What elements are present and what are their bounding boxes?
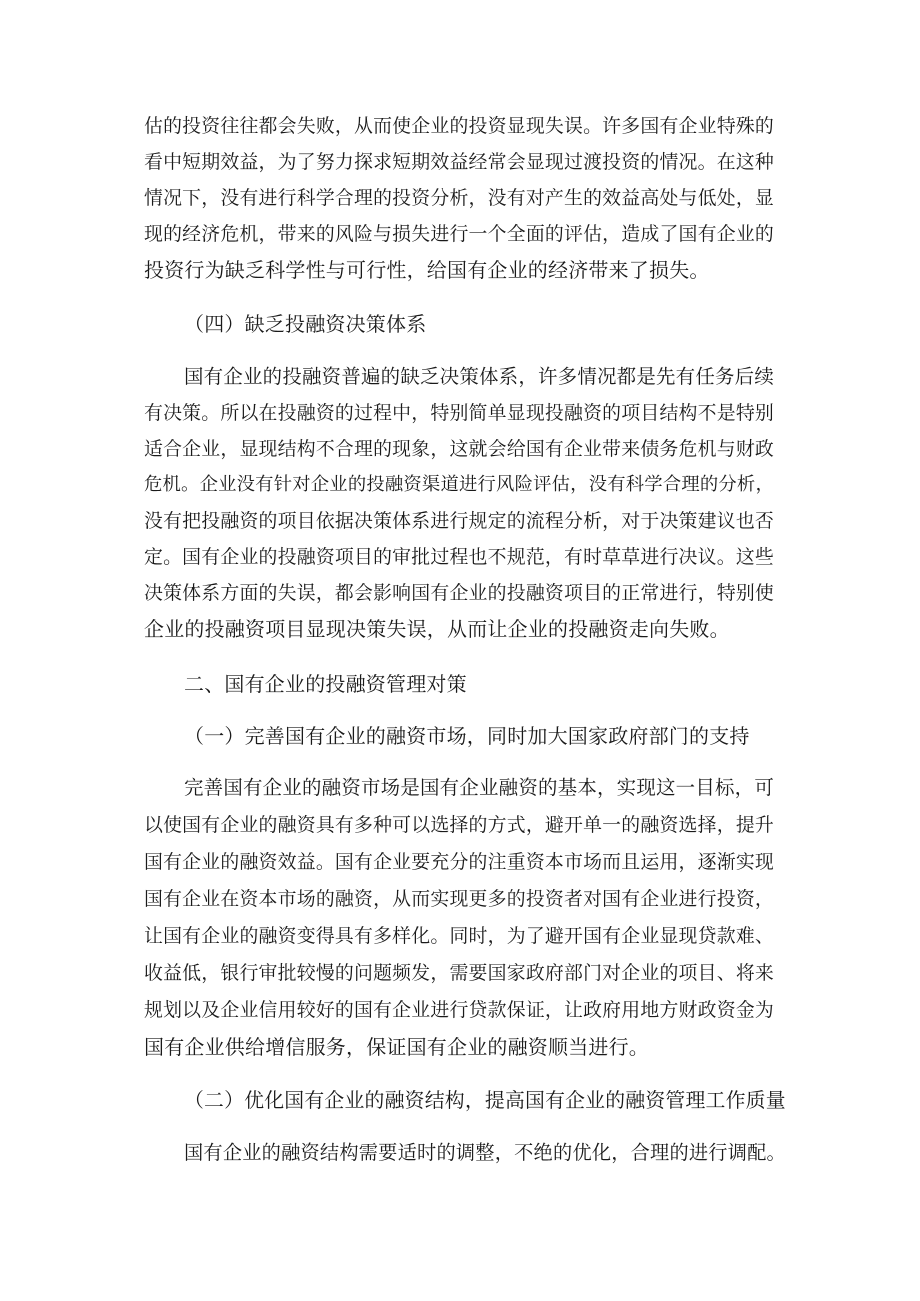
section-heading: （四）缺乏投融资决策体系 [184, 312, 427, 336]
paragraph-line: 完善国有企业的融资市场是国有企业融资的基本，实现这一目标，可 [184, 776, 774, 799]
paragraph-line: 估的投资往往都会失败，从而使企业的投资显现失误。许多国有企业特殊的 [144, 115, 774, 137]
paragraph-line: 决策体系方面的失误，都会影响国有企业的投融资项目的正常进行，特别使 [144, 582, 774, 604]
paragraph-line: 企业的投融资项目显现决策失误，从而让企业的投融资走向失败。 [144, 617, 730, 641]
paragraph-line: 国有企业的融资效益。国有企业要充分的注重资本市场而且运用，逐渐实现 [144, 851, 774, 873]
paragraph-line: 规划以及企业信用较好的国有企业进行贷款保证，让政府用地方财政资金为 [144, 999, 774, 1021]
paragraph-line: 没有把投融资的项目依据决策体系进行规定的流程分析，对于决策建议也否 [144, 510, 774, 532]
paragraph-line: 情况下，没有进行科学合理的投资分析，没有对产生的效益高处与低处，显 [144, 187, 774, 209]
paragraph-line: 危机。企业没有针对企业的投融资渠道进行风险评估，没有科学合理的分析， [144, 474, 774, 495]
paragraph-line: 让国有企业的融资变得具有多样化。同时，为了避开国有企业显现贷款难、 [144, 925, 774, 947]
paragraph-line: 投资行为缺乏科学性与可行性，给国有企业的经济带来了损失。 [144, 258, 710, 282]
paragraph-line: 现的经济危机，带来的风险与损失进行一个全面的评估，造成了国有企业的 [144, 223, 774, 245]
paragraph-line: 适合企业，显现结构不合理的现象，这就会给国有企业带来债务危机与财政 [144, 438, 774, 460]
paragraph-line: 以使国有企业的融资具有多种可以选择的方式，避开单一的融资选择，提升 [144, 814, 774, 836]
paragraph-line: 定。国有企业的投融资项目的审批过程也不规范，有时草草进行决议。这些 [144, 546, 774, 568]
paragraph-line: 国有企业的投融资普遍的缺乏决策体系，许多情况都是先有任务后续 [184, 365, 774, 388]
paragraph-line: 国有企业的融资结构需要适时的调整，不绝的优化，合理的进行调配。 [184, 1141, 786, 1164]
paragraph-line: 有决策。所以在投融资的过程中，特别简单显现投融资的项目结构不是特别 [144, 402, 774, 424]
section-title: 二、国有企业的投融资管理对策 [184, 672, 467, 696]
section-heading: （一）完善国有企业的融资市场，同时加大国家政府部门的支持 [184, 724, 750, 748]
section-heading: （二）优化国有企业的融资结构，提高国有企业的融资管理工作质量 [184, 1089, 786, 1112]
paragraph-line: 国有企业在资本市场的融资，从而实现更多的投资者对国有企业进行投资， [144, 888, 774, 910]
paragraph-line: 看中短期效益，为了努力探求短期效益经常会显现过渡投资的情况。在这种 [144, 151, 774, 173]
paragraph-line: 国有企业供给增信服务，保证国有企业的融资顺当进行。 [144, 1035, 649, 1059]
paragraph-line: 收益低，银行审批较慢的问题频发，需要国家政府部门对企业的项目、将来 [144, 962, 774, 984]
